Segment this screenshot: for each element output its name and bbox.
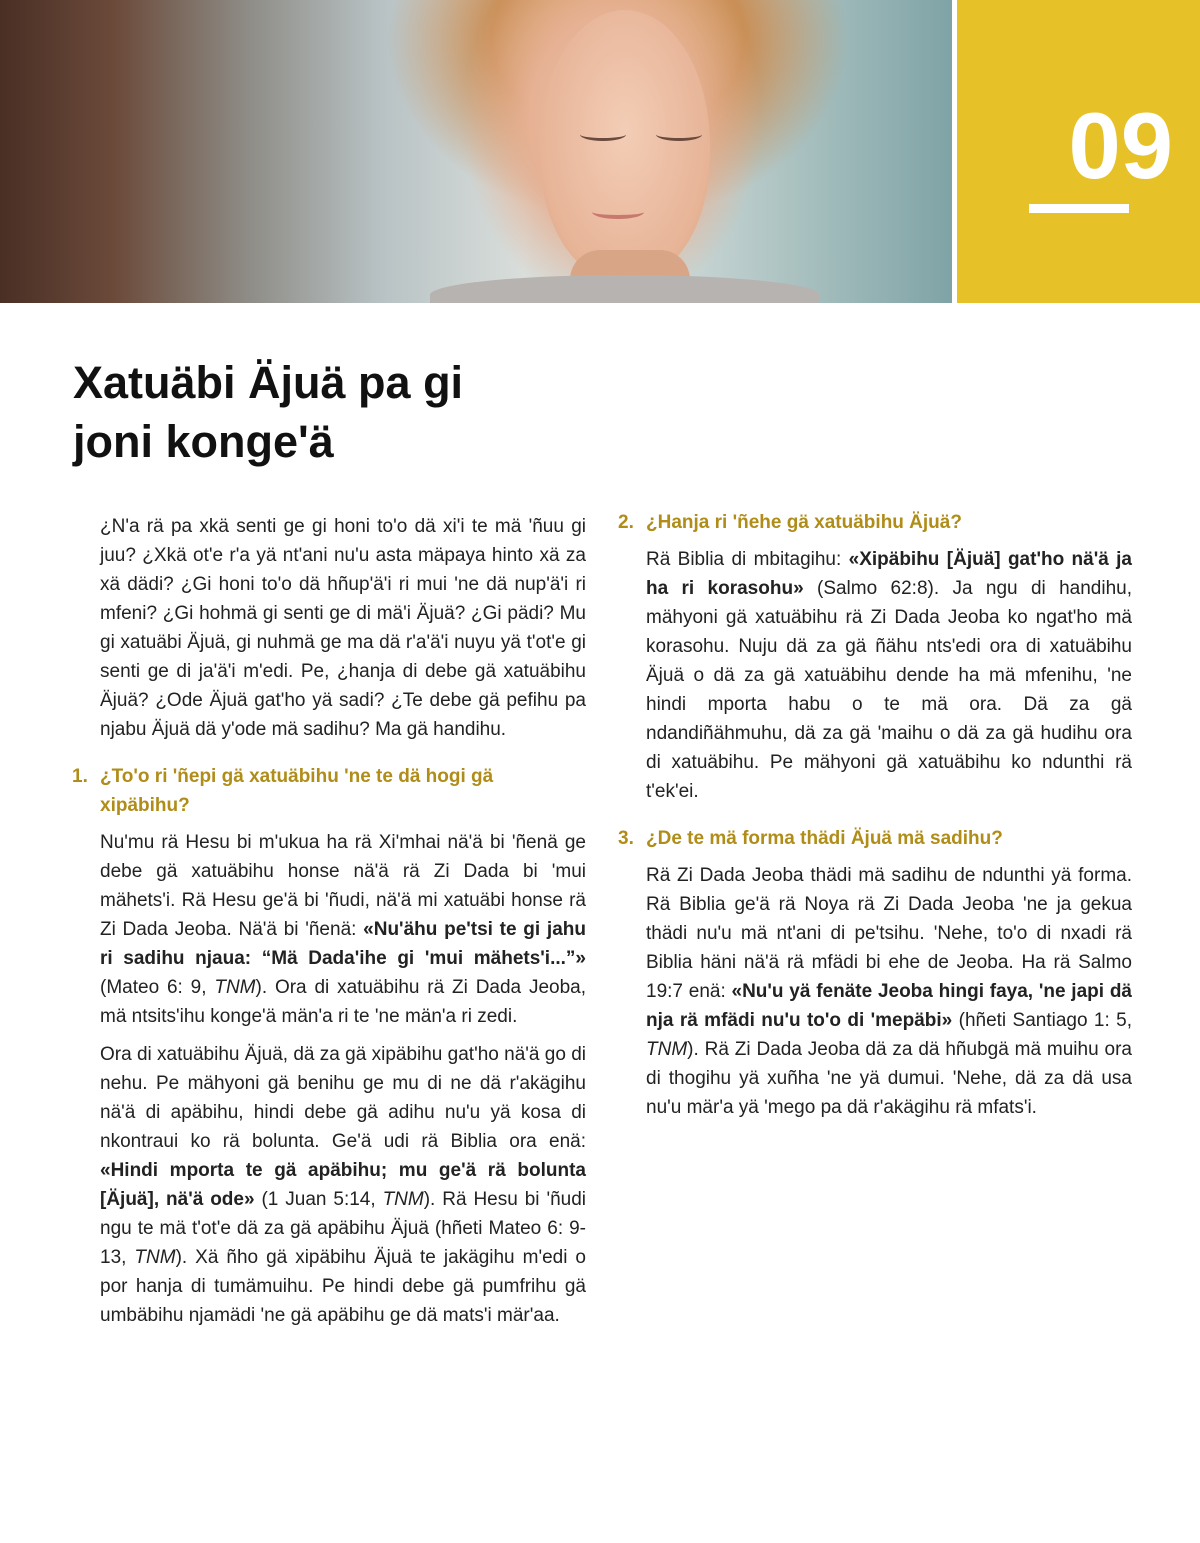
bible-quote: «Nu'ähu pe'tsi te gi jahu ri sadihu njaua: “Mä Dada'ihe gi 'mui mähets'i...”» [100,919,586,969]
photo-shirt [430,275,820,303]
question-number: 3. [618,828,634,849]
text-run: (Salmo 62:8). Ja ngu di handihu, mähyoni gä xatuäbihu rä Zi Dada Jeoba ko ngat'ho mä korasohu. Nuju dä za gä ñähu nts'edi ora di xatuäbihu Äjuä o dä za gä xatuäbihu dende ha mä mfenihu, 'ne hindi mporta habu o te mä ora. Dä za gä ndandiñähmuhu, dä za gä 'maihu o dä za gä hudihu ora di xatuäbihu. Pe mähyoni gä xatuäbihu ko ndunthi rä t'ek'ei. [646,578,1132,802]
text-run: (Mateo 6: 9, [100,977,215,998]
bible-version: TNM [646,1039,688,1060]
question-heading-2 [618,508,1132,537]
lesson-number: 09 [1068,93,1173,198]
text-run: Rä Biblia di mbitagihu: [646,549,849,570]
question-text: ¿Hanja ri 'ñehe gä xatuäbihu Äjuä? [646,512,962,533]
intro-paragraph: ¿N'a rä pa xkä senti ge gi honi to'o dä xi'i te mä 'ñuu gi juu? ¿Xkä ot'e r'a yä nt'ani nu'u asta mäpaya hinto xä za xä dädi? ¿Gi honi to'o dä hñup'ä'i ri mui 'ne dä nup'ä'i ri mfeni? ¿Gi hohmä gi senti ge di mä'i Äjuä? ¿Gi pädi? Mu gi xatuäbi Äjuä, gi nuhmä ge ma dä r'a'ä'i nuyu yä t'ot'e gi senti ge di ja'ä'i m'edi. Pe, ¿hanja di debe gä xatuäbihu Äjuä? ¿Ode Äjuä gat'ho yä sadi? ¿Te debe gä pefihu pa njabu Äjuä dä y'ode mä sadihu? Ma gä handihu. [100,516,586,740]
bible-version: TNM [214,977,256,998]
text-run: (1 Juan 5:14, [254,1189,383,1210]
text-run: Rä Zi Dada Jeoba thädi mä sadihu de ndunthi yä forma. Rä Biblia ge'ä rä Noya rä Zi Dada Jeoba 'ne ja gekua thädi nu'u mä nt'ani di pe'tsihu. 'Nehe, to'o di nxadi rä Biblia häni nä'ä rä mfädi bi ehe de Jeoba. Ha rä Salmo 19:7 enä: [646,865,1132,1002]
question-heading-3 [618,824,1132,853]
badge-underline [1029,204,1129,213]
bible-version: TNM [134,1247,176,1268]
text-run: Ora di xatuäbihu Äjuä, dä za gä xipäbihu gat'ho nä'ä go di nehu. Pe mähyoni gä benihu ge mu di ne dä r'akägihu nä'ä di apäbihu, hindi debe gä adihu nu'u yä kosa di nkontraui ko rä bolunta. Ge'ä udi rä Biblia ora enä: [100,1044,586,1152]
text-run: (hñeti Santiago 1: 5, [952,1010,1132,1031]
bible-quote: «Xipäbihu [Äjuä] gat'ho nä'ä ja ha ri korasohu» [646,549,1132,599]
title-line-1: Xatuäbi Äjuä pa gi [73,357,464,408]
answer-paragraph [100,1040,586,1330]
answer-paragraph [646,861,1132,1122]
question-number: 2. [618,512,634,533]
question-number: 1. [72,766,88,787]
question-text: ¿De te mä forma thädi Äjuä mä sadihu? [646,828,1003,849]
text-run: ). Rä Hesu bi 'ñudi ngu te mä t'ot'e dä za gä apäbihu Äjuä (hñeti Mateo 6: 9-13, [100,1189,586,1268]
bible-quote: «Hindi mporta te gä apäbihu; mu ge'ä rä bolunta [Äjuä], nä'ä ode» [100,1160,586,1210]
text-run: ). Ora di xatuäbihu rä Zi Dada Jeoba, mä ntsits'ihu konge'ä män'a ri te 'ne män'a ri zedi. [100,977,587,1027]
header-photo [0,0,952,303]
lesson-number-badge [957,0,1200,303]
photo-eye-left [580,128,626,141]
text-run: Nu'mu rä Hesu bi m'ukua ha rä Xi'mhai nä'ä bi 'ñenä ge debe gä xatuäbihu honse nä'ä rä Zi Dada bi 'mui mähets'i. Rä Hesu ge'ä bi 'ñudi, nä'ä mi xatuäbi honse rä Zi Dada Jeoba. Nä'ä bi 'ñenä: [100,832,586,940]
right-column [618,508,1132,1131]
answer-paragraph [646,545,1132,806]
text-run: ). Rä Zi Dada Jeoba dä za dä hñubgä mä muihu ora di thogihu yä xuñha 'ne yä dumui. 'Nehe, dä za dä usa nu'u mär'a yä 'mego pa dä r'akägihu rä mfats'i. [646,1039,1132,1118]
text-run: ). Xä ñho gä xipäbihu Äjuä te jakägihu m'edi o por hanja di tumämuihu. Pe hindi debe gä pumfrihu gä umbäbihu njamädi 'ne gä apäbihu ge dä mats'i mär'aa. [100,1247,586,1326]
title-line-2: joni konge'ä [73,416,334,467]
photo-mouth [592,205,644,219]
bible-version: TNM [382,1189,424,1210]
left-column [72,512,587,1339]
photo-face [540,10,710,280]
question-heading-1 [72,762,586,820]
bible-quote: «Nu'u yä fenäte Jeoba hingi faya, 'ne japi dä nja rä mfädi nu'u to'o di 'mepäbi» [646,981,1132,1031]
photo-eye-right [656,128,702,141]
answer-paragraph [100,828,586,1031]
question-text: ¿To'o ri 'ñepi gä xatuäbihu 'ne te dä hogi gä xipäbihu? [100,766,494,816]
page-title [73,353,633,471]
